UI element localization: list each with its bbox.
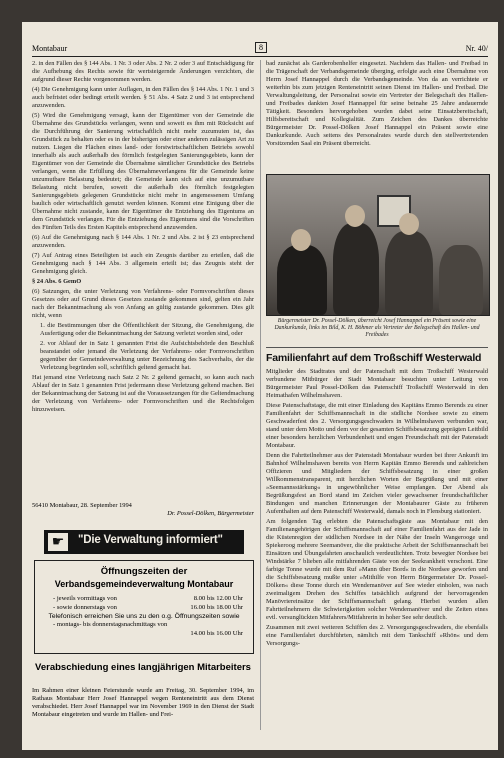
page-header [32,42,488,57]
farewell-body: Im Rahmen einer kleinen Feierstunde wurde am Freitag, 30. September 1994, im Rathaus Montabaur Herr Josef Hannappel wegen Renteneintritt aus dem Dienst verabschiedet. Herr Josef Hannappel war im November 1969 in den Dienst der Stadt Montabaur eingetreten und wurde im Hallen- und Frei- [32,687,254,718]
office-hours-subtitle: Verbandsgemeindeverwaltung Montabaur [54,579,234,589]
hand-pointer-icon: ☛ [48,533,68,551]
office-hours-box [34,560,254,654]
hours-row: - montags- bis donnerstagsnachmittags von 14.00 bis 16.00 Uhr [53,621,243,637]
article-body [266,368,488,748]
header-town: Montabaur [32,44,68,53]
paragraph: Mitglieder des Stadtrates und der Patenschaft mit dem Troßschiff Westerwald verbundene Mitbürger der Stadt Montabaur besuchten unter Leitung von Bürgermeister Paul Possel-Dölken das Patenschiff Troßschiff Westerwald in den Heimathafen Wilhelmshaven. [266,368,488,399]
paragraph: Hat jemand eine Verletzung nach Satz 2 Nr. 2 geltend gemacht, so kann auch nach Ablauf der in Satz 1 genannten Frist jedermann diese Verletzung geltend machen. Bei der Bekanntmachung der Satzung ist auf die Voraussetzungen für die Geltendmachung der Verletzung von Verfahrens- oder Formvorschriften und die Rechtsfolgen hinzuweisen. [32,374,254,413]
farewell-headline: Verabschiedung eines langjährigen Mitarbeiters [35,662,251,673]
newspaper-page [22,22,498,750]
paragraph: 2. vor Ablauf der in Satz 1 genannten Frist die Aufsichtsbehörde den Beschluß beanstandet oder jemand die Verletzung der Verfahrens- oder Formvorschriften gegenüber der Gemeindeverwaltung unter Bezeichnung des Sachverhalts, der die Verletzung begründen soll, schriftlich geltend gemacht hat. [40,340,254,371]
paragraph: 1. die Bestimmungen über die Öffentlichkeit der Sitzung, die Genehmigung, die Ausfertigung oder die Bekanntmachung der Satzung verletzt worden sind, oder [40,322,254,337]
office-hours-title: Öffnungszeiten der [100,566,188,577]
divider [266,347,488,348]
paragraph: bad zunächst als Garderobenhelfer eingesetzt. Nachdem das Hallen- und Freibad in die Trägerschaft der Verbandsgemeinde überging, erfolgte auch eine Übernahme von Herrn Josef Hannappel durch die Verbandsgemeinde. Von da an verrichtete er weiterhin bis zum jetzigen Renteneintritt seinen Dienst im Hallen- und Freibad. Die Verwaltungsleitung, der Personalrat sowie ein Vertreter der Belegschaft des Hallen- und Freibades dankten Josef Hannappel für seine beinahe 25 Jahre andauernde Tätigkeit. Besonders hervorgehoben wurden dabei seine Einsatzbereitschaft, Hilfsbereitschaft und Kollegialität. Zum Zeichen des Dankes überreichte Bürgermeister Dr. Possel-Dölken Josef Hannappel ein Präsent sowie eine Dankurkunde. Auch seitens des Personalrates wurde durch den stellvertretenden Vorsitzenden Saal ein Präsent überreicht. [266,60,488,147]
signoff [32,502,254,518]
section-heading: § 24 Abs. 6 GemO [32,278,82,285]
photo-caption: Bürgermeister Dr. Possel-Dölken, überreicht Josef Hannappel ein Präsent sowie eine Dankurkunde, links im Bild, K. H. Böhmer als Vertreter der Belegschaft des Hallen- und Freibades [274,318,480,338]
page-number: 8 [255,42,267,53]
banner-text: "Die Verwaltung informiert" [78,534,223,546]
hours-row: - sowie donnerstags von 16.00 bis 18.00 Uhr [53,604,243,611]
paragraph: Zusammen mit zwei weiteren Schiffen des 2. Versorgungsgeschwaders, die ebenfalls eine Familienfahrt durchführten, nämlich mit dem Tankschiff »Rhön« und dem Versorgungs- [266,624,488,647]
column-divider [260,60,261,730]
paragraph: Denn die Fahrtteilnehmer aus der Patenstadt Montabaur wurden bei ihrer Ankunft im Bahnhof Wilhelmshaven bereits von Herrn Kapitän Emmo Berends und zahlreichen Offizieren und Mitgliedern der Schiffsbesatzung in einer großen Willkommenstransparent, mit herzlichen Worten der Begrüßung und mit einer »Seemannsstärkung« in ungewöhnlicher Weise empfangen. Der Abend als Begrüßungsfest an Bord stand im Zeichen vieler gewachsener freundschaftlicher Bindungen und manchen Erinnerungen der Montabaurer Gäste zu früheren Aufenthalten auf dem Patenschiff Westerwald, damals noch in Flensburg stationiert. [266,452,488,515]
phone-note: Telefonisch erreichen Sie uns zu den o.g. Öffnungszeiten sowie [48,613,240,620]
paragraph: 2. in den Fällen des § 144 Abs. 1 Nr. 3 oder Abs. 2 Nr. 2 oder 3 auf Entschädigung für die Aufhebung des Rechts sowie für wertsteigernde Änderungen verzichten, die aufgrund dieser Rechte vorgenommen werden. [32,60,254,83]
paragraph: Diese Patenschaftstage, die mit einer Einladung des Kapitäns Emmo Berends zu einer Familienfahrt der Schiffsmannschaft in die südliche Nordsee sowie zu einem Geschwaderfest des 2. Versorgungsgeschwaders in Wilhelmshaven verbunden war, stand unter dem Motto und dem vor der gesamten Schiffsbesatzung geprägten Leitbild einer besonders herzlichen Verbundenheit und engen Freundschaft mit der Patenstadt Montabaur. [266,402,488,449]
paragraph: (6) Auf die Genehmigung nach § 144 Abs. 1 Nr. 2 und Abs. 2 ist § 23 entsprechend anzuwenden. [32,234,254,249]
paragraph: (7) Auf Antrag eines Beteiligten ist auch ein Zeugnis darüber zu erteilen, daß die Genehmigung nach § 144 Abs. 3 allgemein erteilt ist; das Zeugnis steht der Genehmigung gleich. [32,252,254,275]
paragraph: (4) Die Genehmigung kann unter Auflagen, in den Fällen des § 144 Abs. 1 Nr. 1 und 3 auch befristet oder bedingt erteilt werden. § 51 Abs. 4 Satz 2 und 3 ist entsprechend anzuwenden. [32,86,254,109]
paragraph: (5) Wird die Genehmigung versagt, kann der Eigentümer von der Gemeinde die Übernahme des Grundstücks verlangen, wenn und soweit es ihm mit Rücksicht auf die Durchführung der Sanierung wirtschaftlich nicht mehr zuzumuten ist, das Grundstück zu behalten oder es in der bisherigen oder einer anderen zulässigen Art zu nutzen. Liegen die Flächen eines land- oder forstwirtschaftlichen Betriebs sowohl innerhalb als auch außerhalb des förmlich festgelegten Sanierungsgebiets, kann der Eigentümer von der Gemeinde die Übernahme sämtlicher Grundstücke des Betriebs verlangen, wenn die Erfüllung des Übernahmeverlangens für die Gemeinde keine unzumutbare Belastung bedeutet; die Gemeinde kann sich auf eine unzumutbare Belastung nicht berufen, soweit die außerhalb des förmlich festgelegten Sanierungsgebiets gelegenen Grundstücke nicht mehr in angemessenem Umfang baulich oder wirtschaftlich genutzt werden können. Kommt eine Einigung über die Übernahme nicht zustande, kann der Eigentümer die Entziehung des Eigentums an dem Grundstück verlangen. Für die Entziehung des Eigentums sind die Vorschriften des Fünften Teils des Ersten Kapitels entsprechend anzuwenden. [32,112,254,231]
signature-line: Dr. Possel-Dölken, Bürgermeister [167,510,254,517]
farewell-continued [266,60,488,172]
paragraph: (6) Satzungen, die unter Verletzung von Verfahrens- oder Formvorschriften dieses Gesetzes oder auf Grund dieses Gesetzes zustande gekommen sind, gelten ein Jahr nach der Bekanntmachung als von Anfang an gültig zustande gekommen. Dies gilt nicht, wenn [32,288,254,319]
paragraph: Am folgenden Tag erlebten die Patenschaftsgäste aus Montabaur mit den Familienangehörigen der Schiffsmannschaft auf einer Familienfahrt aus der Jade in die Küstenregion der südlichen Nordsee in der Nähe der Inseln Wangerooge und Spiekeroog mehrere Seemanöver, die die praktische Arbeit der Schiffsmannschaft bei Einsätzen und Übungsfahrten anschaulich verdeutlichten. Trotz bewegter Nordsee bei Windstärke 7 blieben alle mitfahrenden Gäste von der Seekrankheit verschont. Eine farbige Tonne wurde mit dem Ruf »Mann über Bord« in die Nordsee geworfen und die Schiffsbesatzung mußte unter »Mithilfe von Herrn Bürgermeister Dr. Possel-Dölken« diese Tonne durch ein Wendemanöver auf See wieder einholen, was nach zweimaligem Drehen des Schiffes tatsächlich aufgrund der hervorragenden Manövriereinsätze der Schiffsmannschaft gelang. Hierbei wurden allen Fahrtteilnehmern die Schwierigkeiten solcher Wendemanöver und die Zeiten eines evtl. versunglückten Mitfahrers/Mitfahrerin in hoher See sehr deutlich. [266,518,488,621]
issue-number: Nr. 40/ [465,44,488,53]
ceremony-photo [266,174,490,316]
legal-text-column [32,60,254,500]
article-headline: Familienfahrt auf dem Troßschiff Westerwald [266,352,482,364]
place-date: 56410 Montabaur, 28. September 1994 [32,502,132,509]
hours-row: - jeweils vormittags von 8.00 bis 12.00 Uhr [53,595,243,602]
info-banner [44,530,244,554]
